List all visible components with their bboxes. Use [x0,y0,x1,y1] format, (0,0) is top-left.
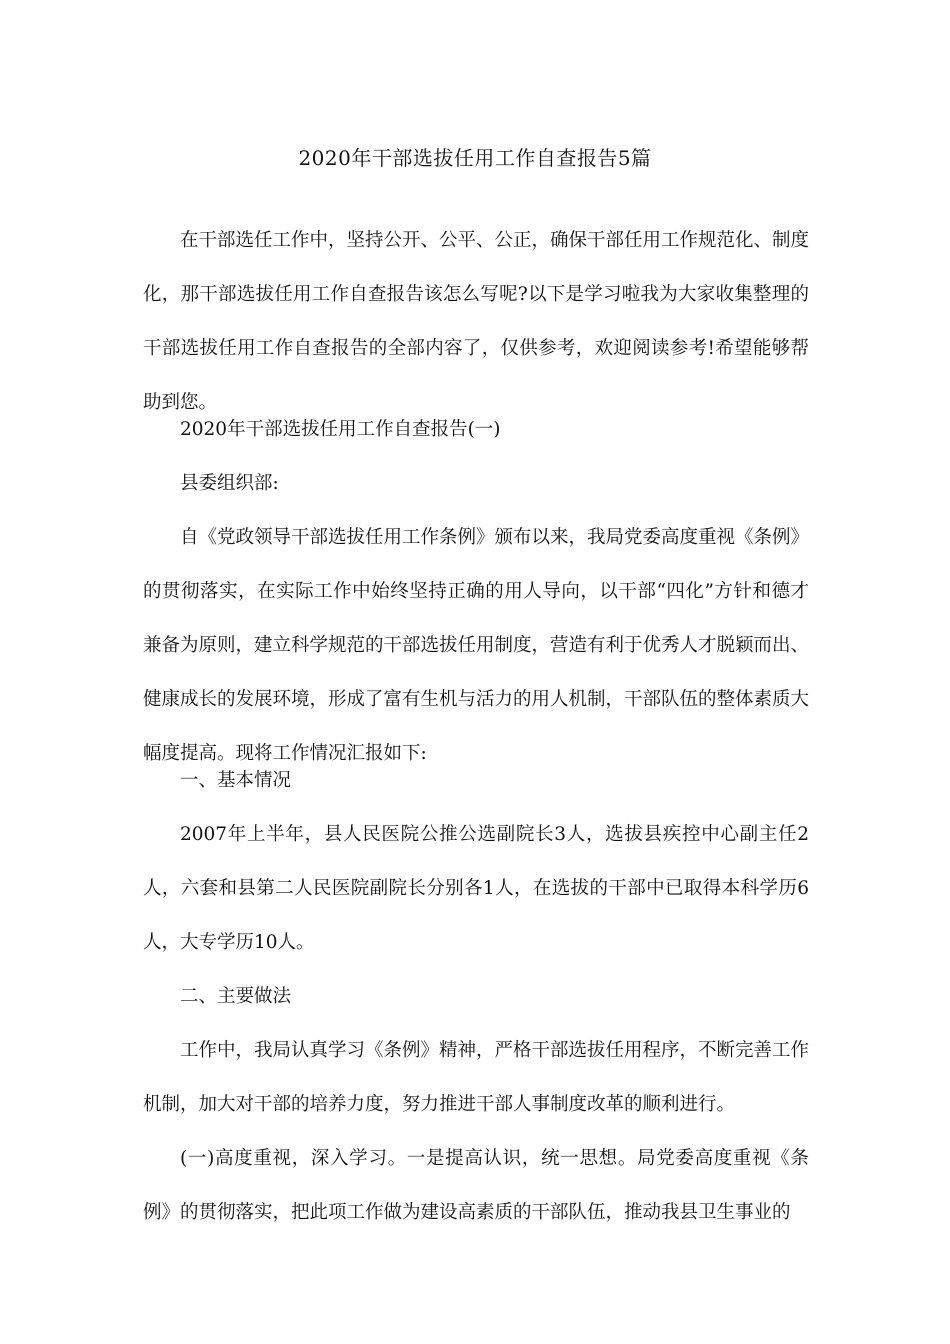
body-paragraph: 2007年上半年，县人民医院公推公选副院长3人，选拔县疾控中心副主任2人，六套和县第二人民医院副院长分别各1人，在选拔的干部中已取得本科学历6人，大专学历10人。 [143,824,809,953]
intro-paragraph: 在干部选任工作中，坚持公开、公平、公正，确保干部任用工作规范化、制度化，那干部选拔任用工作自查报告该怎么写呢?以下是学习啦我为大家收集整理的干部选拔任用工作自查报告的全部内容了，仅供参考，欢迎阅读参考!希望能够帮助到您。 [143,230,810,413]
body-paragraph: 自《党政领导干部选拔任用工作条例》颁布以来，我局党委高度重视《条例》的贯彻落实，在实际工作中始终坚持正确的用人导向，以干部“四化”方针和德才兼备为原则，建立科学规范的干部选拔任用制度，营造有利于优秀人才脱颖而出、健康成长的发展环境，形成了富有生机与活力的用人机制，干部队伍的整体素质大幅度提高。现将工作情况汇报如下: [143,527,810,764]
document-title: 2020年干部选拔任用工作自查报告5篇 [298,146,652,170]
report-subtitle: 2020年干部选拔任用工作自查报告(一) [180,419,501,440]
body-paragraph: (一)高度重视，深入学习。一是提高认识，统一思想。局党委高度重视《条例》的贯彻落实，把此项工作做为建设高素质的干部队伍，推动我县卫生事业的 [143,1148,809,1223]
salutation: 县委组织部: [180,473,279,494]
body-paragraph: 工作中，我局认真学习《条例》精神，严格干部选拔任用程序，不断完善工作机制，加大对干部的培养力度，努力推进干部人事制度改革的顺利进行。 [143,1040,810,1115]
section-heading-main-practices: 二、主要做法 [180,986,292,1007]
section-heading-basic-situation: 一、基本情况 [180,770,292,791]
